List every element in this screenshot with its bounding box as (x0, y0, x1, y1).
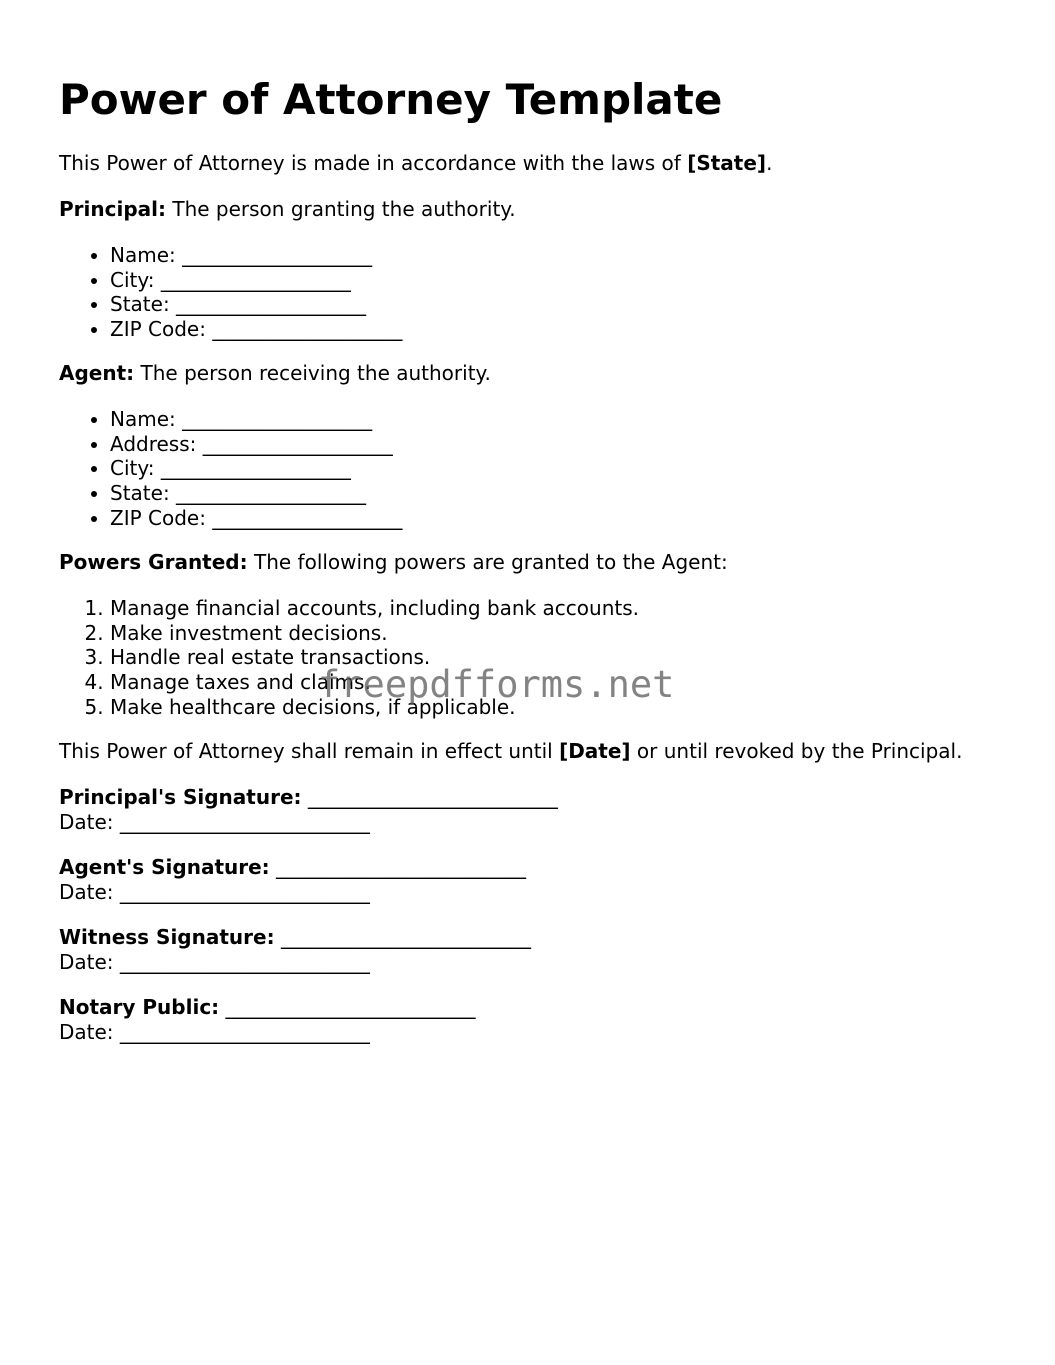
document-title: Power of Attorney Template (59, 75, 723, 124)
witness-signature-label: Witness Signature: (59, 925, 275, 949)
notary-public-label: Notary Public: (59, 995, 220, 1019)
agent-signature-line: _________________________ (269, 855, 527, 879)
intro-paragraph (59, 151, 772, 176)
state-placeholder: [State] (687, 151, 767, 175)
principal-name-field: • Name: ___________________ (110, 243, 402, 268)
duration-paragraph (59, 739, 962, 764)
intro-end: . (766, 151, 773, 175)
principal-signature-block (59, 785, 558, 834)
witness-signature-block (59, 925, 531, 974)
agent-fields (59, 407, 402, 531)
agent-zip-field: • ZIP Code: ___________________ (110, 506, 402, 531)
agent-description: The person receiving the authority. (134, 361, 491, 385)
principal-description: The person granting the authority. (166, 197, 516, 221)
principal-city-field: • City: ___________________ (110, 268, 402, 293)
agent-state-field: • State: ___________________ (110, 481, 402, 506)
power-item: 3. Handle real estate transactions. (110, 645, 639, 670)
agent-signature-block (59, 855, 526, 904)
power-item: 2. Make investment decisions. (110, 621, 639, 646)
notary-signature-block (59, 995, 476, 1044)
power-item: 4. Manage taxes and claims. (110, 670, 639, 695)
date-placeholder: [Date] (559, 739, 631, 763)
principal-fields (59, 243, 402, 342)
principal-state-field: • State: ___________________ (110, 292, 402, 317)
agent-name-field: • Name: ___________________ (110, 407, 402, 432)
intro-text: This Power of Attorney is made in accordance with the laws of (59, 151, 688, 175)
agent-city-field: • City: ___________________ (110, 456, 402, 481)
principal-label: Principal: (59, 197, 166, 221)
agent-section (59, 361, 491, 386)
duration-end: or until revoked by the Principal. (630, 739, 963, 763)
powers-section (59, 550, 728, 575)
principal-section (59, 197, 516, 222)
witness-signature-date: Date: _________________________ (59, 949, 370, 974)
agent-signature-date: Date: _________________________ (59, 879, 370, 904)
power-item: 1. Manage financial accounts, including bank accounts. (110, 596, 639, 621)
powers-description: The following powers are granted to the Agent: (247, 550, 728, 574)
principal-signature-line: _________________________ (301, 785, 558, 809)
powers-list (59, 596, 639, 720)
agent-address-field: • Address: ___________________ (110, 432, 402, 457)
agent-label: Agent: (59, 361, 135, 385)
agent-signature-label: Agent's Signature: (59, 855, 270, 879)
principal-zip-field: • ZIP Code: ___________________ (110, 317, 402, 342)
principal-signature-label: Principal's Signature: (59, 785, 302, 809)
principal-signature-date: Date: _________________________ (59, 809, 370, 834)
power-item: 5. Make healthcare decisions, if applicable. (110, 695, 639, 720)
notary-public-line: _________________________ (219, 995, 476, 1019)
duration-text: This Power of Attorney shall remain in effect until (59, 739, 560, 763)
notary-public-date: Date: _________________________ (59, 1019, 370, 1044)
watermark-text: freepdfforms.net (318, 663, 675, 706)
powers-label: Powers Granted: (59, 550, 248, 574)
witness-signature-line: _________________________ (274, 925, 531, 949)
